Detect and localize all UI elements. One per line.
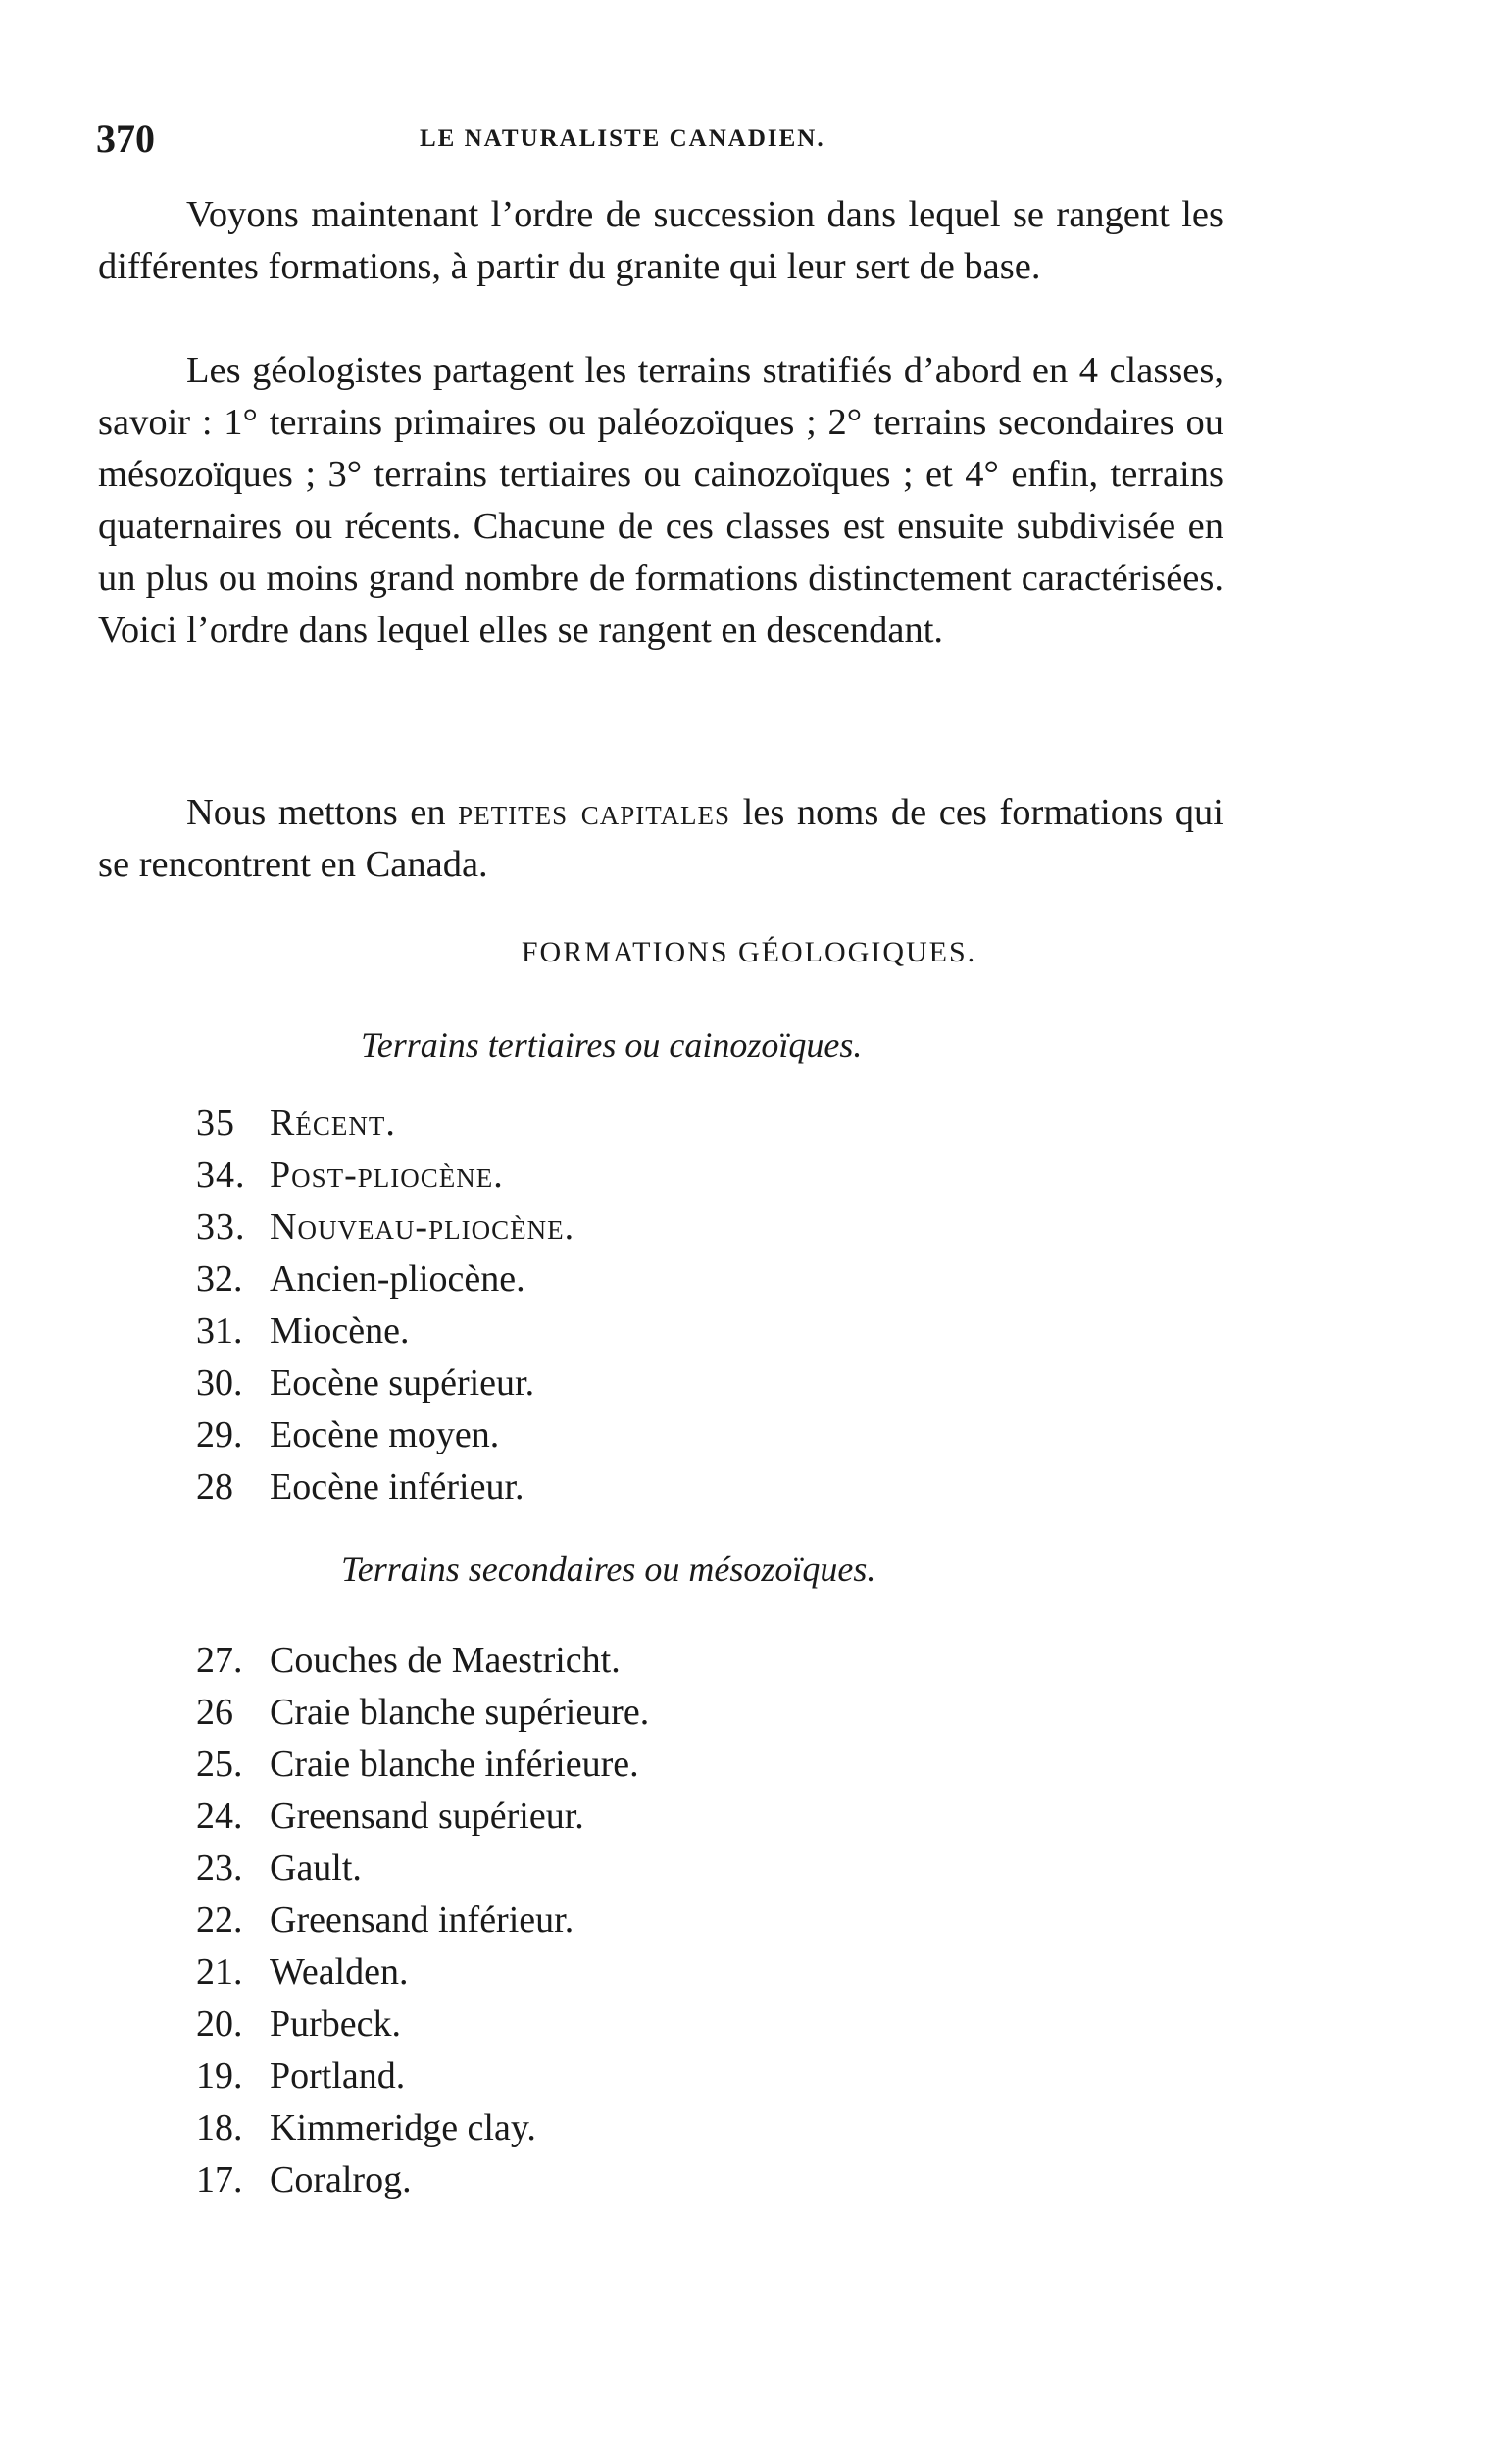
- formation-item: [196, 1843, 649, 1895]
- formation-name: Ancien-pliocène.: [270, 1258, 525, 1300]
- formation-item: [196, 1739, 649, 1791]
- formation-item: [196, 1254, 574, 1306]
- formation-name: Coralrog.: [270, 2159, 412, 2200]
- formation-name: Purbeck.: [270, 2003, 402, 2045]
- formation-item: [196, 1202, 574, 1254]
- formation-name: Récent.: [270, 1103, 396, 1144]
- formation-number: 31.: [196, 1310, 243, 1352]
- note-text-start: Nous mettons en: [186, 792, 459, 833]
- formation-number: 33.: [196, 1207, 246, 1248]
- formation-number: 21.: [196, 1951, 243, 1993]
- formation-name: Post-pliocène.: [270, 1155, 504, 1196]
- formation-number: 20.: [196, 2003, 243, 2045]
- tertiary-formation-list: [196, 1098, 574, 1513]
- formation-number: 23.: [196, 1848, 243, 1889]
- formation-name: Eocène inférieur.: [270, 1466, 524, 1507]
- formation-item: [196, 2050, 649, 2102]
- formation-item: [196, 1306, 574, 1357]
- formation-name: Eocène supérieur.: [270, 1362, 535, 1404]
- formation-name: Craie blanche supérieure.: [270, 1692, 650, 1733]
- formation-number: 34.: [196, 1155, 246, 1196]
- formation-name: Kimmeridge clay.: [270, 2107, 536, 2148]
- note-small-caps: petites capitales: [458, 792, 731, 833]
- formation-item: [196, 1150, 574, 1202]
- formation-item: [196, 1098, 574, 1150]
- formation-number: 30.: [196, 1362, 243, 1404]
- paragraph-note: [98, 787, 1223, 891]
- formation-name: Nouveau-pliocène.: [270, 1207, 575, 1248]
- formation-item: [196, 2102, 649, 2154]
- secondary-formation-list: [196, 1635, 649, 2206]
- note-text-end: les noms de ces formations qui se rencontrent en Canada.: [98, 792, 1223, 885]
- formation-name: Greensand inférieur.: [270, 1899, 574, 1941]
- formation-item: [196, 1998, 649, 2050]
- formation-number: 17.: [196, 2159, 243, 2200]
- formation-name: Couches de Maestricht.: [270, 1640, 621, 1681]
- formation-number: 32.: [196, 1258, 243, 1300]
- formation-number: 19.: [196, 2055, 243, 2096]
- paragraph-intro: Voyons maintenant l’ordre de succession dans lequel se rangent les différentes formations, à partir du granite qui leur sert de base.: [98, 194, 1223, 287]
- formation-number: 27.: [196, 1640, 243, 1681]
- formation-item: [196, 1635, 649, 1687]
- formation-number: 24.: [196, 1796, 243, 1837]
- section-title: FORMATIONS GÉOLOGIQUES.: [521, 936, 977, 968]
- formation-name: Craie blanche inférieure.: [270, 1744, 639, 1785]
- tertiary-heading: Terrains tertiaires ou cainozoïques.: [361, 1025, 863, 1064]
- page-header: [96, 116, 1223, 174]
- formation-number: 29.: [196, 1414, 243, 1455]
- formation-item: [196, 1461, 574, 1513]
- formation-name: Gault.: [270, 1848, 362, 1889]
- page-number: 370: [96, 117, 155, 161]
- formation-item: [196, 1687, 649, 1739]
- formation-item: [196, 1791, 649, 1843]
- formation-item: [196, 1409, 574, 1461]
- formation-item: [196, 1947, 649, 1998]
- secondary-heading: Terrains secondaires ou mésozoïques.: [341, 1550, 876, 1589]
- formation-number: 18.: [196, 2107, 243, 2148]
- formation-number: 28: [196, 1466, 233, 1507]
- formation-number: 35: [196, 1103, 235, 1144]
- formation-name: Portland.: [270, 2055, 406, 2096]
- formation-item: [196, 2154, 649, 2206]
- formation-number: 25.: [196, 1744, 243, 1785]
- formation-number: 26: [196, 1692, 233, 1733]
- formation-name: Miocène.: [270, 1310, 410, 1352]
- formation-item: [196, 1357, 574, 1409]
- formation-item: [196, 1895, 649, 1947]
- paragraph-classes: Les géologistes partagent les terrains stratifiés d’abord en 4 classes, savoir : 1° terrains primaires ou paléozoïques ; 2° terrains secondaires ou mésozoïques ; 3° terrains tertiaires ou cainozoïques ; et 4° enfin, terrains quaternaires ou récents. Chacune de ces classes est ensuite subdivisée en un plus ou moins grand nombre de formations distinctement caractérisées. Voici l’ordre dans lequel elles se rangent en descendant.: [98, 350, 1223, 651]
- formation-number: 22.: [196, 1899, 243, 1941]
- formation-name: Eocène moyen.: [270, 1414, 500, 1455]
- running-title: LE NATURALISTE CANADIEN.: [420, 125, 825, 152]
- formation-name: Greensand supérieur.: [270, 1796, 584, 1837]
- formation-name: Wealden.: [270, 1951, 409, 1993]
